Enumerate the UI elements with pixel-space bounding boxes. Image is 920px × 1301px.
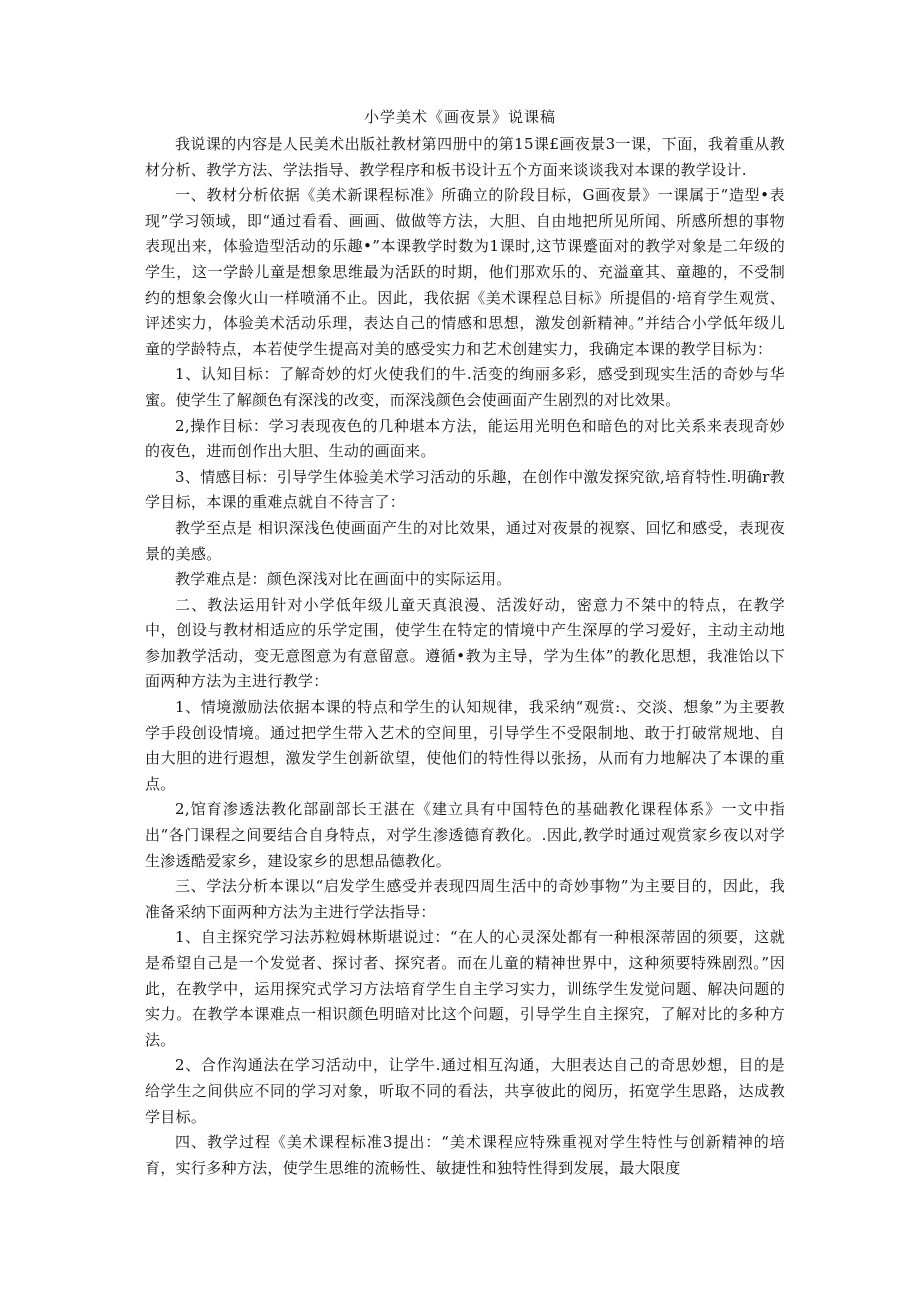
paragraph-section-4-process: 四、教学过程《美术课程标准3提出：“美术课程应特殊重视对学生特性与创新精神的培育，实行多种方法，使学生思维的流畅性、敏捷性和独特性得到发展，最大限度 [145, 1133, 785, 1177]
paragraph-method-moral: 2,馆育渗透法教化部副部长王湛在《建立具有中国特色的基础教化课程体系》一文中指出“各门课程之间要结合自身特点，对学生渗透德育教化。.因此,教学时通过观赏家乡夜以对学生渗透酷爱家乡，建设家乡的思想品德教化。 [145, 800, 785, 870]
paragraph-teaching-difficulty: 教学难点是：颜色深浅对比在画面中的实际运用。 [175, 570, 512, 589]
paragraph-section-3-learning-method: 三、学法分析本课以“启发学生感受并表现四周生活中的奇妙事物”为主要目的，因此，我准备采纳下面两种方法为主进行学法指导： [145, 877, 785, 921]
paragraph-section-1-textbook-analysis: 一、教材分析依据《美术新课程标准》所确立的阶段目标，G画夜景》一课属于“造型•表现”学习领域，即“通过看看、画画、做做等方法，大胆、自由地把所见所闻、所感所想的事物表现出来，体验造型活动的乐趣•”本课教学时数为1课时,这节课蹙面对的教学对象是二年级的学生，这一学龄儿童是想象思维最为活跃的时期，他们那欢乐的、充溢童其、童趣的，不受制约的想象会像火山一样喷涌不止。因此，我依据《美术课程总目标》所提倡的·培育学生观赏、评述实力，体验美术活动乐理，表达自己的情感和思想，激发创新精神。”并结合小学低年级儿童的学龄特点，本若使学生提高对美的感受实力和艺术创建实力，我确定本课的教学目标为： [145, 186, 785, 358]
paragraph-goal-emotion: 3、情感目标：引导学生体验美术学习活动的乐趣，在创作中激发探究欲,培育特性.明确r教学目标，本课的重难点就自不待言了： [145, 467, 785, 512]
paragraph-teaching-focus: 教学至点是 相识深浅色使画面产生的对比效果，通过对夜景的视察、回忆和感受，表现夜景的美感。 [145, 518, 785, 563]
paragraph-method-situational: 1、情境激励法依据本课的特点和学生的认知规律，我采纳“观赏:、交淡、想象”为主要教学手段创设情境。通过把学生带入艺术的空间里，引导学生不受限制地、敢于打破常规地、自由大胆的进行遐想，激发学生创新欲望，使他们的特性得以张扬，从而有力地解决了本课的重点。 [145, 698, 785, 793]
document-body [145, 132, 785, 1181]
paragraph-intro: 我说课的内容是人民美术出版社教材第四册中的第15课£画夜景3一课，下面，我着重从教材分析、教学方法、学法指导、教学程序和板书设计五个方面来谈谈我对本课的教学设计. [145, 135, 785, 179]
paragraph-learning-cooperative: 2、合作沟通法在学习活动中，让学牛.通过相互沟通，大胆表达自己的奇思妙想，目的是给学生之间供应不同的学习对象，听取不同的看法，共享彼此的阅历，拓宽学生思路，达成教学目标。 [145, 1056, 785, 1126]
paragraph-learning-autonomous: 1、自主探究学习法苏粒姆林斯堪说过：“在人的心灵深处都有一种根深蒂固的须要，这就是希望自己是一个发觉者、探讨者、探究者。而在儿童的精神世界中，这种须要特殊剧烈。”因此，在教学中，运用探究式学习方法培育学生自主学习实力，训练学生发觉问题、解决问题的实力。在教学本课难点一相识颜色明暗对比这个问题，引导学生自主探究，了解对比的多种方法。 [145, 928, 785, 1049]
paragraph-goal-operation: 2,操作目标：学习表现夜色的几种堪本方法，能运用光明色和暗色的对比关系来表现奇妙的夜色，进而创作出大胆、生动的画面来。 [145, 416, 785, 461]
document-title: 小学美术《画夜景》说课稿 [363, 108, 556, 126]
paragraph-goal-cognitive: 1、认知目标：了解奇妙的灯火使我们的牛.活变的绚丽多彩，感受到现实生活的奇妙与华蜜。使学生了解颜色有深浅的改变，而深浅颜色会使画面产生剧烈的对比效果。 [145, 365, 785, 409]
paragraph-section-2-teaching-method: 二、教法运用针对小学低年级儿童天真浪漫、活泼好动，密意力不桀中的特点，在教学中，创设与教材相适应的乐学定围，使学生在特定的情境中产生深厚的学习爱好，主动主动地参加教学活动，变无意图意为有意留意。遵循•教为主导，学为生体”的教化思想，我准饴以下面两种方法为主进行教学： [145, 595, 785, 691]
